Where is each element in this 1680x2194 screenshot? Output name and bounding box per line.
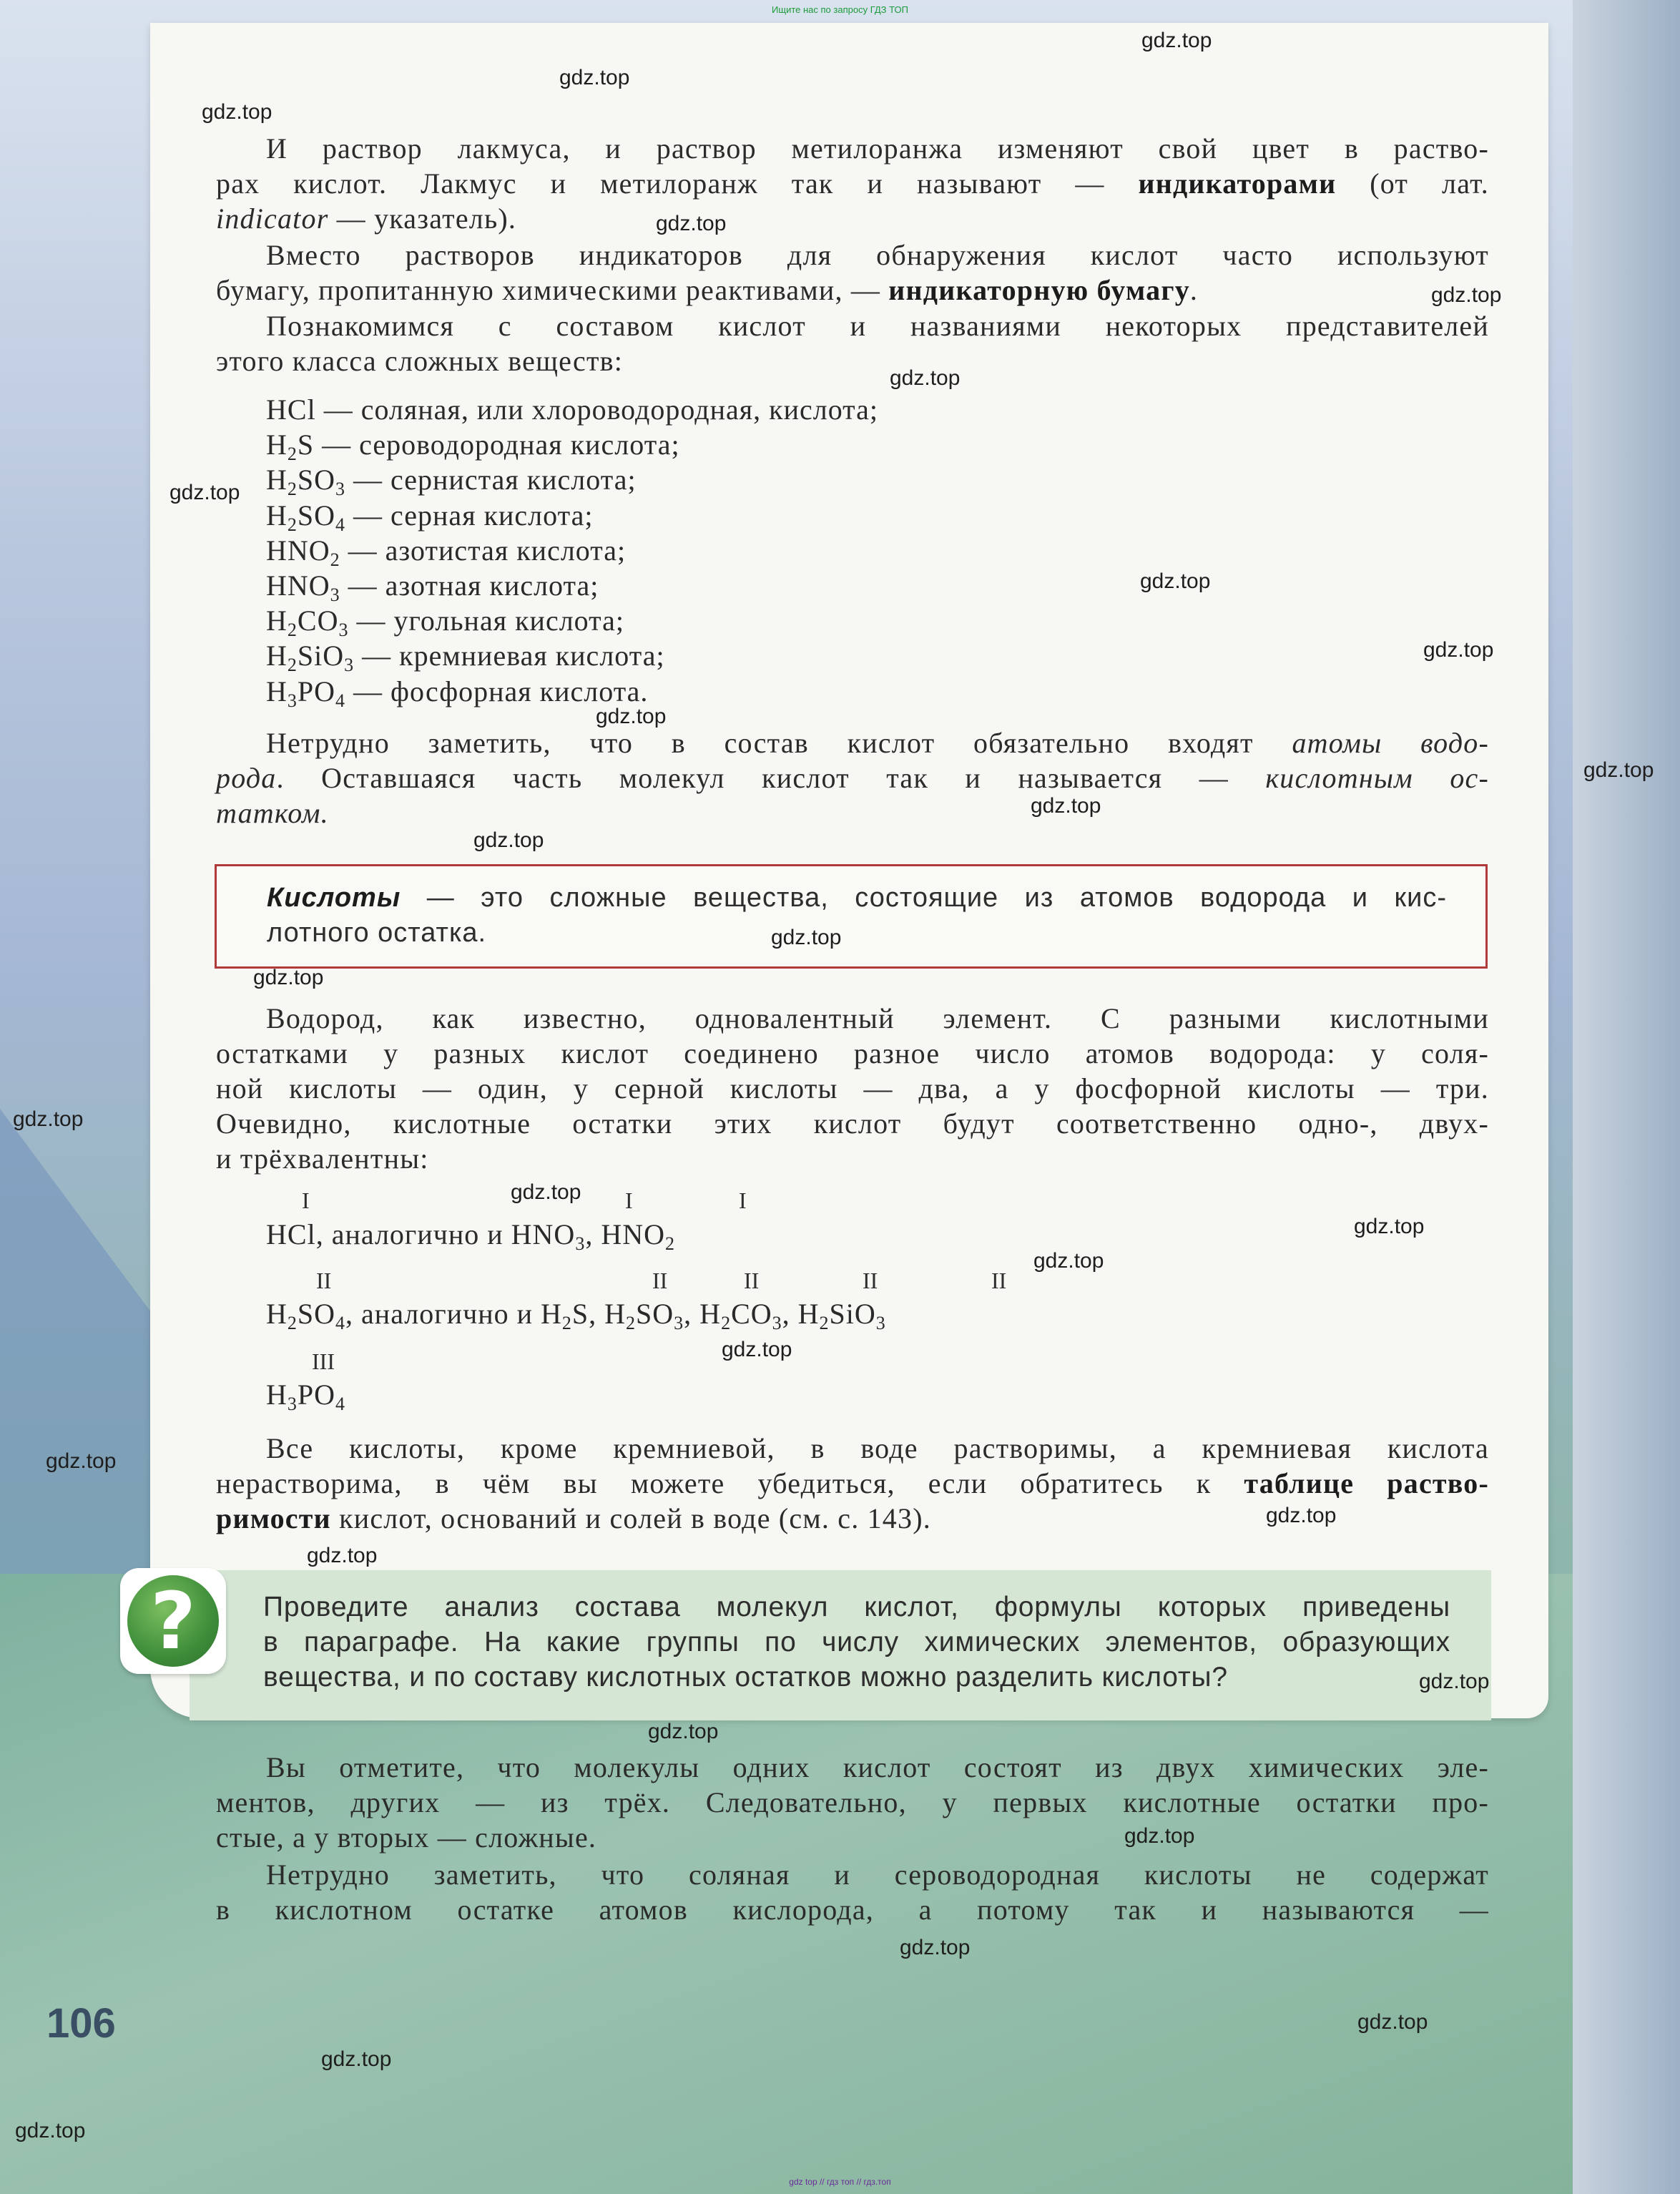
icon-glyph: ? [150,1575,196,1667]
background-shape [1573,0,1680,2194]
acid-item: $HNO_2$ — азотистая кислота; [266,534,627,570]
valence-formula-line-3: $H_3PO_4$ [266,1378,346,1414]
acid-item: $H_2SO_3$ — сернистая кислота; [266,464,637,500]
watermark: gdz.top [321,2047,392,2071]
top-banner[interactable]: Ищите нас по запросу ГДЗ ТОП [772,4,908,15]
valence-mark: II [991,1268,1007,1293]
valence-mark: I [739,1187,747,1213]
paragraph-acid-list-intro: Познакомимся с составом кислот и названиями некоторых представителей этого класса сложных веществ: [216,310,1489,377]
valence-mark: II [652,1268,668,1293]
valence-formula-line-1: HCl, аналогично и $HNO_3$, $HNO_2$ [266,1218,675,1254]
page-number: 106 [46,2000,116,2047]
acid-item: $HNO_3$ — азотная кислота; [266,569,599,606]
paragraph-indicators: И раствор лакмуса, и раствор метилоранжа изменяют свой цвет в раство- рах кислот. Лакмус и метилоранж так и называют — индикаторами (от лат. indicator — указатель). [216,132,1489,235]
question-mark-icon [120,1568,226,1674]
valence-mark: II [316,1268,332,1293]
acid-item: $H_3PO_4$ — фосфорная кислота. [266,675,649,711]
watermark: gdz.top [473,828,544,852]
watermark: gdz.top [1354,1215,1425,1238]
term-indicators: индикаторами [1138,167,1337,200]
acid-item: HCl — соляная, или хлороводородная, кислота; [266,393,878,426]
watermark: gdz.top [307,1544,378,1567]
valence-mark: II [863,1268,878,1293]
term-indicator-paper: индикаторную бумагу [888,274,1190,306]
watermark: gdz.top [170,481,240,504]
watermark: gdz.top [771,926,842,949]
watermark: gdz.top [15,2119,86,2142]
acid-formula-list [266,392,878,709]
question-text: Проведите анализ состава молекул кислот, формулы которых приведены в параграфе. На какие группы по числу химических элементов, образующих вещества, и по составу кислотных остатков можно разделить кислоты? [263,1592,1450,1693]
paragraph-solubility: Все кислоты, кроме кремниевой, в воде растворимы, а кремниевая кислота нерастворима, в чём вы можете убедиться, если обратитесь к таблице раство- римости кислот, оснований и солей в воде (см. с. 143). [216,1432,1489,1534]
valence-mark: I [302,1187,310,1213]
watermark: gdz.top [1357,2010,1428,2034]
watermark: gdz.top [1431,283,1502,307]
watermark: gdz.top [559,66,630,89]
latin-word: indicator [216,202,329,235]
valence-mark: II [744,1268,760,1293]
watermark: gdz.top [1141,29,1212,52]
watermark: gdz.top [890,366,961,390]
watermark: gdz.top [900,1936,971,1959]
paragraph-simple-complex-residues: Вы отметите, что молекулы одних кислот состоят из двух химических эле- ментов, других — из трёх. Следовательно, у первых кислотные остатки про- стые, а у вторых — сложные. [216,1751,1489,1853]
definition-box: Кислоты — это сложные вещества, состоящие из атомов водорода и кис- лотного остатка. [215,864,1488,969]
watermark: gdz.top [253,966,324,989]
watermark: gdz.top [1419,1670,1490,1693]
valence-mark: III [312,1348,335,1374]
watermark: gdz.top [656,212,727,235]
watermark: gdz.top [1266,1504,1337,1527]
watermark: gdz.top [722,1338,792,1361]
watermark: gdz.top [202,100,272,124]
term-solubility-table: таблице раство- [1244,1467,1489,1499]
watermark: gdz.top [46,1449,117,1473]
acid-item: $H_2SiO_3$ — кремниевая кислота; [266,640,665,676]
watermark: gdz.top [13,1107,84,1131]
bottom-banner[interactable]: gdz top // гдз топ // гдз.топ [789,2177,891,2187]
paragraph-valence: Водород, как известно, одновалентный элемент. С разными кислотными остатками у разных кислот соединено разное число атомов водорода: у соля- ной кислоты — один, у серной кислоты — два, а у фосфорной кислоты — три. Очевидно, кислотные остатки этих кислот будут соответственно одно-, двух- и трёхвалентны: [216,1002,1489,1175]
valence-mark: I [625,1187,633,1213]
watermark: gdz.top [596,705,667,728]
paragraph-acid-residue: Нетрудно заметить, что в состав кислот обязательно входят атомы водо- рода. Оставшаяся часть молекул кислот так и называется — кислотным ос- татком. [216,727,1489,829]
watermark: gdz.top [648,1720,719,1743]
acid-item: $H_2CO_3$ — угольная кислота; [266,604,624,641]
watermark: gdz.top [1033,1249,1104,1273]
watermark: gdz.top [511,1180,581,1204]
acid-item: $H_2SO_4$ — серная кислота; [266,499,594,535]
watermark: gdz.top [1031,794,1101,818]
watermark: gdz.top [1583,758,1654,782]
watermark: gdz.top [1140,569,1211,593]
watermark: gdz.top [1423,638,1494,662]
paragraph-indicator-paper: Вместо растворов индикаторов для обнаружения кислот часто используют бумагу, пропитанную химическими реактивами, — индикаторную бумагу. [216,239,1489,306]
valence-formula-line-2: $H_2SO_4$, аналогично и $H_2S$, $H_2SO_3$, $H_2CO_3$, $H_2SiO_3$ [266,1298,886,1333]
definition-term: Кислоты [267,883,401,913]
watermark: gdz.top [1124,1824,1195,1848]
acid-item: $H_2S$ — сероводородная кислота; [266,428,680,465]
paragraph-oxygen-free-acids: Нетрудно заметить, что соляная и сероводородная кислоты не содержат в кислотном остатке атомов кислорода, а потому так и называются — [216,1858,1489,1926]
